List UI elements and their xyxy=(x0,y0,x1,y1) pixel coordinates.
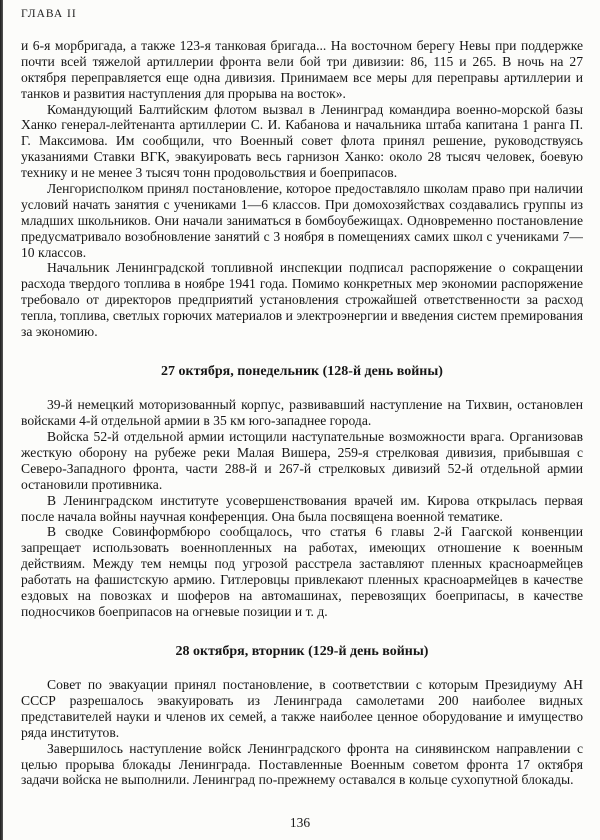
paragraph: В сводке Совинформбюро сообщалось, что статья 6 главы 2-й Гаагской конвенции запрещает использовать военнопленных на работах, имеющих отношение к военным действиям. Между тем немцы под угрозой расстрела заставляют пленных красноармейцев работать на фашистскую армию. Гитлеровцы привлекают пленных красноармейцев в качестве ездовых на повозках и шоферов на автомашинах, перевозящих боеприпасы, в качестве подносчиков боеприпасов на огневые позиции и т. д. xyxy=(21,524,583,619)
paragraph: В Ленинградском институте усовершенствования врачей им. Кирова открылась первая после начала войны научная конференция. Она была посвящена военной тематике. xyxy=(21,492,583,524)
page-body xyxy=(21,38,583,808)
running-header: ГЛАВА II xyxy=(21,8,77,20)
scan-edge-artifact xyxy=(0,0,3,840)
section-heading-27-october: 27 октября, понедельник (128-й день войны) xyxy=(161,363,443,379)
paragraph: Командующий Балтийским флотом вызвал в Ленинград командира военно-морской базы Ханко генерал-лейтенанта артиллерии С. И. Кабанова и начальника штаба капитана 1 ранга П. Г. Максимова. Им сообщили, что Военный совет флота принял решение, руководствуясь указаниями Ставки ВГК, эвакуировать весь гарнизон Ханко: около 28 тысяч человек, боевую технику и не менее 3 тысяч тонн продовольствия и боеприпасов. xyxy=(21,101,583,181)
page-number: 136 xyxy=(289,815,311,830)
paragraph: Войска 52-й отдельной армии истощили наступательные возможности врага. Организовав жесткую оборону на рубеже реки Малая Вишера, 259-я стрелковая дивизия, прибывшая с Северо-Западного фронта, части 288-й и 267-й стрелковых дивизий 52-й отдельной армии остановили противника. xyxy=(21,429,583,492)
paragraph: 39-й немецкий моторизованный корпус, развивавший наступление на Тихвин, остановлен войсками 4-й отдельной армии в 35 км юго-западнее города. xyxy=(21,397,583,429)
paragraph: и 6-я морбригада, а также 123-я танковая бригада... На восточном берегу Невы при поддержке почти всей тяжелой артиллерии фронта вели бой три дивизии: 86, 115 и 265. В ночь на 27 октября переправляется еще одна дивизия. Принимаем все меры для переправы артиллерии и танков и развития наступления для прорыва на восток». xyxy=(21,38,583,101)
paragraph: Совет по эвакуации принял постановление, в соответствии с которым Президиуму АН СССР разрешалось эвакуировать из Ленинграда самолетами 200 наиболее видных представителей науки и членов их семей, а также наиболее ценное оборудование и имущество ряда институтов. xyxy=(21,677,583,740)
paragraph: Ленгорисполком принял постановление, которое предоставляло школам право при наличии условий начать занятия с учениками 1—6 классов. При домохозяйствах создавались группы из младших школьников. Они начали заниматься в бомбоубежищах. Одновременно постановление предусматривало возобновление занятий с 3 ноября в помещениях самих школ с учениками 7—10 классов. xyxy=(21,181,583,260)
section-heading-28-october: 28 октября, вторник (129-й день войны) xyxy=(175,643,429,659)
paragraph: Начальник Ленинградской топливной инспекции подписал распоряжение о сокращении расхода твердого топлива в ноябре 1941 года. Помимо конкретных мер экономии распоряжение требовало от директоров предприятий установления строжайшей ответственности за расход тепла, топлива, светлых горючих материалов и электроэнергии и введения систем премирования за экономию. xyxy=(21,260,583,340)
paragraph: Завершилось наступление войск Ленинградского фронта на синявинском направлении с целью прорыва блокады Ленинграда. Поставленные Военным советом фронта 17 октября задачи войска не выполнили. Ленинград по-прежнему оставался в кольце сухопутной блокады. xyxy=(21,740,583,788)
